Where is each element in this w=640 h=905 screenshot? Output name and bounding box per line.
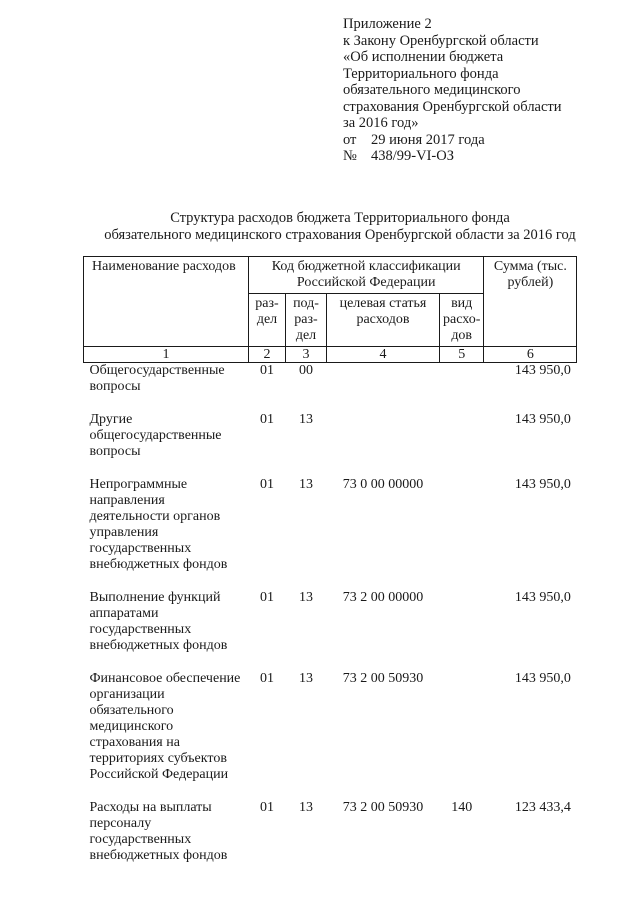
row-section: 01 [260, 363, 274, 378]
row-name: Финансовое обеспечение организации обязательного медицинского страхования на территориях субъектов Российской Федерации [89, 671, 241, 782]
table-row [84, 363, 577, 413]
row-amount: 143 950,0 [514, 590, 571, 605]
date-label: от [343, 131, 357, 148]
row-section: 01 [260, 477, 274, 492]
row-amount: 143 950,0 [514, 412, 571, 427]
row-target: 73 0 00 00000 [342, 477, 424, 492]
appendix-block [343, 16, 623, 165]
budget-table [83, 256, 577, 881]
table-row [84, 671, 577, 800]
row-amount: 123 433,4 [514, 800, 571, 815]
row-target: 73 2 00 00000 [342, 590, 424, 605]
column-number: 3 [286, 347, 327, 363]
row-target [327, 363, 440, 413]
column-number: 5 [440, 347, 484, 363]
row-kind [440, 363, 484, 413]
column-number: 1 [84, 347, 249, 363]
row-section: 01 [260, 590, 274, 605]
row-subsection: 13 [299, 800, 313, 815]
budget-table-wrapper [83, 256, 577, 881]
number-value: 438/99-VI-ОЗ [371, 148, 454, 164]
header-name: Наименование расходов [84, 257, 249, 347]
title-line-2: обязательного медицинского страхования Оренбургской области за 2016 год [104, 227, 576, 243]
appendix-line: к Закону Оренбургской области [343, 32, 539, 49]
appendix-line: страхования Оренбургской области [343, 98, 562, 115]
header-target: целевая статья расходов [327, 294, 440, 347]
row-section: 01 [260, 671, 274, 686]
appendix-line: обязательного медицинского [343, 82, 521, 98]
appendix-line: Территориального фонда [343, 65, 499, 82]
row-name: Расходы на выплаты персоналу государственных внебюджетных фондов [89, 800, 228, 863]
row-section: 01 [260, 412, 274, 427]
column-number: 2 [249, 347, 286, 363]
appendix-line: Приложение 2 [343, 16, 432, 32]
table-row [84, 590, 577, 671]
row-amount: 143 950,0 [514, 477, 571, 492]
appendix-line: «Об исполнении бюджета [343, 49, 504, 65]
row-kind: 140 [451, 800, 473, 815]
row-target [327, 412, 440, 477]
row-subsection: 13 [299, 671, 313, 686]
table-row [84, 477, 577, 590]
appendix-number [343, 148, 623, 165]
number-label: № [343, 148, 357, 164]
column-number: 4 [327, 347, 440, 363]
title-line-1: Структура расходов бюджета Территориального фонда [170, 210, 510, 226]
date-value: 29 июня 2017 года [371, 131, 485, 148]
row-kind [440, 671, 484, 800]
row-target: 73 2 00 50930 [342, 671, 424, 686]
row-subsection: 13 [299, 412, 313, 427]
row-kind [440, 590, 484, 671]
header-section: раз-дел [249, 294, 286, 347]
row-subsection: 13 [299, 590, 313, 605]
header-amount: Сумма (тыс. рублей) [484, 257, 577, 347]
row-amount: 143 950,0 [514, 363, 571, 378]
appendix-line: за 2016 год» [343, 115, 419, 131]
row-name: Непрограммные направления деятельности органов управления государственных внебюджетных фондов [89, 477, 228, 572]
row-kind [440, 477, 484, 590]
header-kind: вид расхо-дов [440, 294, 484, 347]
row-section: 01 [260, 800, 274, 815]
header-subsection: под-раз-дел [286, 294, 327, 347]
header-code-group: Код бюджетной классификации Российской Федерации [249, 257, 484, 294]
row-name: Общегосударственные вопросы [89, 363, 225, 394]
table-row [84, 800, 577, 881]
row-target: 73 2 00 50930 [342, 800, 424, 815]
appendix-date [343, 132, 623, 149]
row-subsection: 00 [299, 363, 313, 378]
row-amount: 143 950,0 [514, 671, 571, 686]
row-name: Выполнение функций аппаратами государственных внебюджетных фондов [89, 590, 228, 653]
document-title [60, 210, 620, 244]
column-number: 6 [484, 347, 577, 363]
row-name: Другие общегосударственные вопросы [89, 412, 222, 459]
row-kind [440, 412, 484, 477]
row-subsection: 13 [299, 477, 313, 492]
table-row [84, 412, 577, 477]
